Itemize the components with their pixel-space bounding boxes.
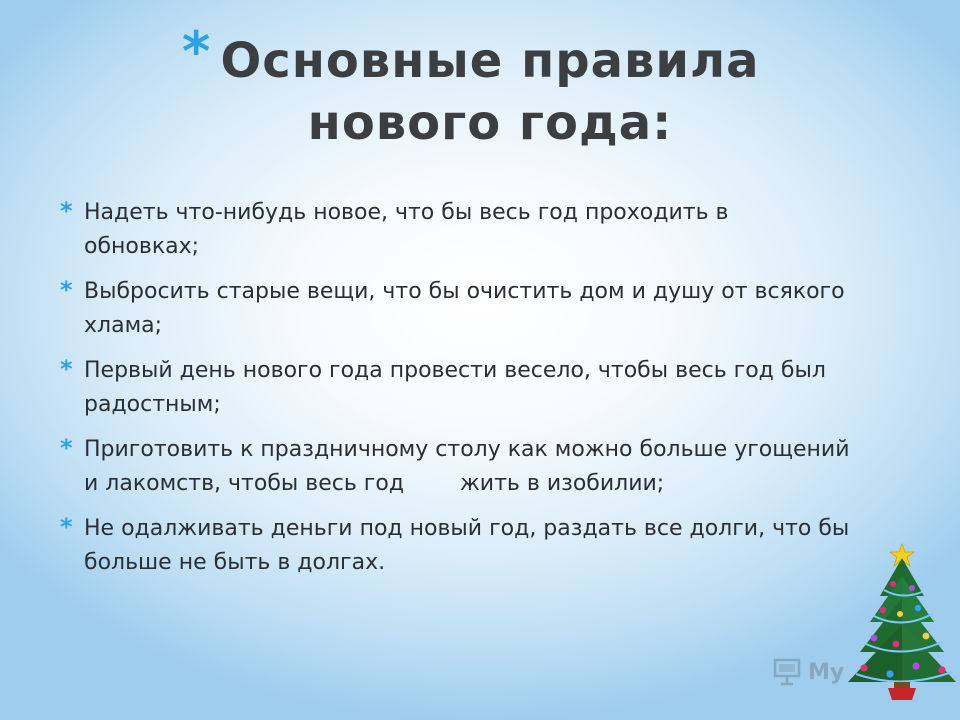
list-item-text: Приготовить к праздничному столу как можно больше угощений и лакомств, чтобы весь год жить в изобилии;: [84, 437, 857, 496]
list-item-text: Выбросить старые вещи, что бы очистить дом и душу от всякого хлама;: [84, 279, 845, 338]
watermark: [772, 654, 844, 690]
list-item: [60, 196, 850, 264]
list-item: [60, 275, 850, 343]
presentation-board-icon: [772, 657, 802, 687]
slide-title: [150, 30, 830, 154]
list-item: [60, 433, 857, 501]
list-item-text: Не одалживать деньги под новый год, раздать все долги, что бы больше не быть в долгах.: [84, 516, 850, 575]
title-star-icon: *: [182, 20, 211, 83]
star-bullet-icon: *: [60, 434, 73, 462]
star-bullet-icon: *: [60, 355, 73, 383]
title-line-2: нового года:: [307, 95, 673, 151]
list-item: [60, 512, 850, 580]
christmas-tree-icon: [838, 540, 960, 700]
title-line-1: Основные правила: [220, 33, 760, 89]
star-bullet-icon: *: [60, 197, 73, 225]
list-item-text: Первый день нового года провести весело, чтобы весь год был радостным;: [84, 358, 826, 417]
star-bullet-icon: *: [60, 276, 73, 304]
list-item-text: Надеть что-нибудь новое, что бы весь год проходить в обновках;: [84, 200, 729, 259]
star-bullet-icon: *: [60, 513, 73, 541]
list-item: [60, 354, 850, 422]
watermark-text: My: [808, 659, 845, 685]
rules-list: [60, 196, 857, 591]
